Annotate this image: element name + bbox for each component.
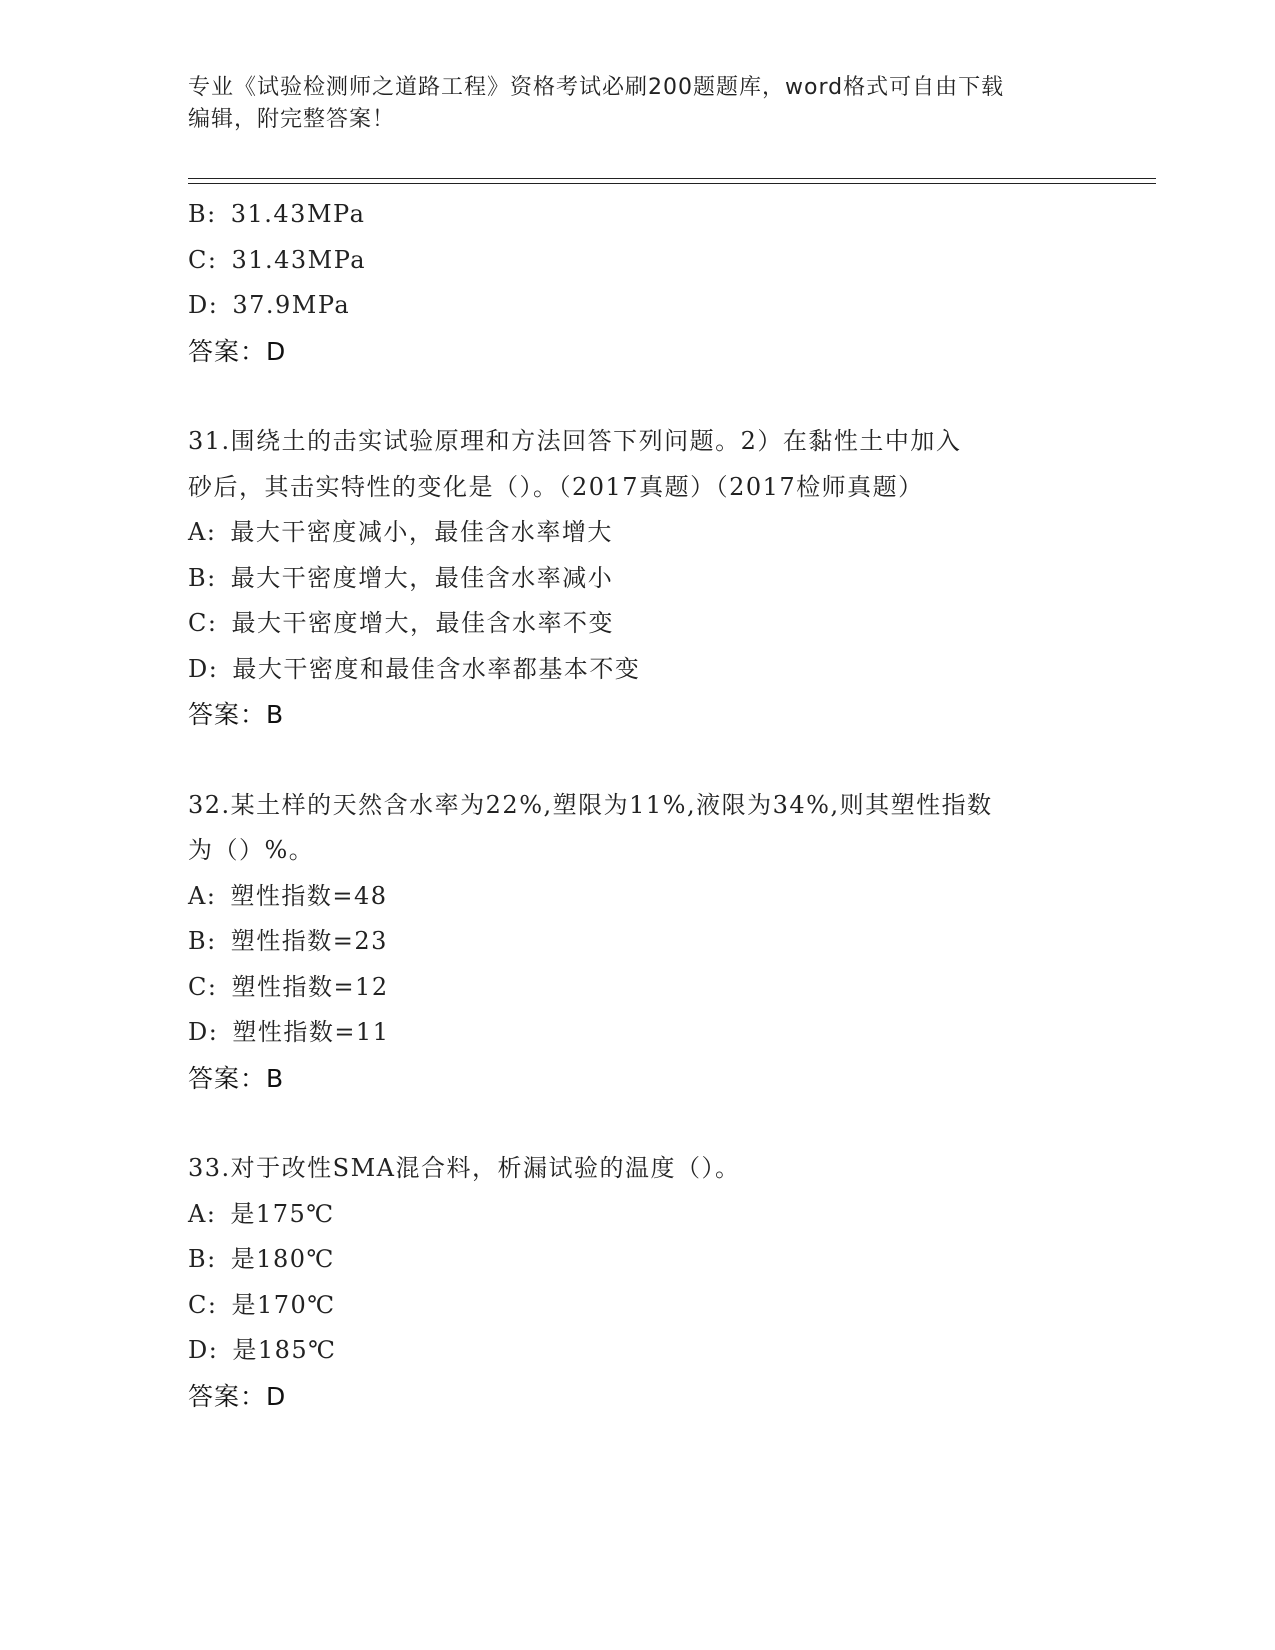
question-33 [188,1146,1128,1419]
option-text: 最大干密度增大，最佳含水率不变 [231,609,614,637]
header-title-line-1: 专业《试验检测师之道路工程》资格考试必刷200题题库，word格式可自由下载 [188,75,1005,100]
question-stem-line-2: 为（）%。 [188,836,315,864]
option-text: 31.43MPa [230,200,366,228]
option-row [188,238,1128,284]
option-row [188,1328,1128,1374]
question-stem-line-2: 砂后，其击实特性的变化是（）。（2017真题）（2017检师真题） [188,472,924,501]
document-header [188,72,1088,136]
option-text: 是185℃ [232,1336,337,1364]
option-label: A: [188,881,217,910]
option-label: C: [188,1290,218,1319]
option-text: 是175℃ [230,1199,335,1228]
option-label: C: [188,609,218,637]
option-label: D: [188,1336,219,1364]
question-stem-line-1: 32.某土样的天然含水率为22%,塑限为11%,液限为34%,则其塑性指数 [188,790,993,819]
option-row [188,1237,1128,1283]
question-list [188,192,1128,1419]
header-divider-top [188,178,1156,179]
question-stem-line-1: 31.围绕土的击实试验原理和方法回答下列问题。2）在黏性土中加入 [188,427,962,455]
option-row [188,919,1128,965]
option-label: B: [188,200,217,228]
option-label: B: [188,927,217,955]
option-label: D: [188,654,219,683]
option-row [188,1283,1128,1329]
option-row [188,965,1128,1011]
answer-line: 答案：D [188,336,287,366]
option-label: B: [188,1245,217,1273]
option-label: B: [188,563,217,592]
option-label: D: [188,291,219,319]
answer-line: 答案：B [188,1063,285,1093]
option-label: A: [188,518,217,546]
option-label: C: [188,972,218,1001]
option-row [188,1192,1128,1238]
previous-question-tail [188,192,1128,374]
option-row [188,192,1128,238]
option-text: 塑性指数=12 [231,972,389,1001]
answer-line: 答案：D [188,1381,287,1411]
option-text: 塑性指数=48 [230,881,388,910]
option-text: 塑性指数=11 [232,1018,390,1046]
option-row [188,874,1128,920]
option-label: C: [188,245,218,274]
header-divider-bottom [188,183,1156,184]
option-text: 最大干密度减小，最佳含水率增大 [230,518,613,546]
answer-line: 答案：B [188,700,285,729]
option-label: D: [188,1018,219,1046]
option-label: A: [188,1199,217,1228]
option-row [188,283,1128,329]
option-text: 37.9MPa [232,291,351,319]
option-row [188,510,1128,556]
option-text: 是180℃ [230,1245,335,1273]
question-stem-line-1: 33.对于改性SMA混合料，析漏试验的温度（）。 [188,1154,741,1182]
option-text: 最大干密度增大，最佳含水率减小 [230,563,614,592]
question-31 [188,419,1128,738]
option-text: 塑性指数=23 [230,927,388,955]
question-32 [188,783,1128,1102]
option-row [188,601,1128,647]
option-row [188,556,1128,602]
option-text: 最大干密度和最佳含水率都基本不变 [232,654,641,683]
option-text: 31.43MPa [231,245,367,274]
option-text: 是170℃ [231,1290,336,1319]
header-title-line-2: 编辑，附完整答案！ [188,107,396,132]
option-row [188,647,1128,693]
option-row [188,1010,1128,1056]
